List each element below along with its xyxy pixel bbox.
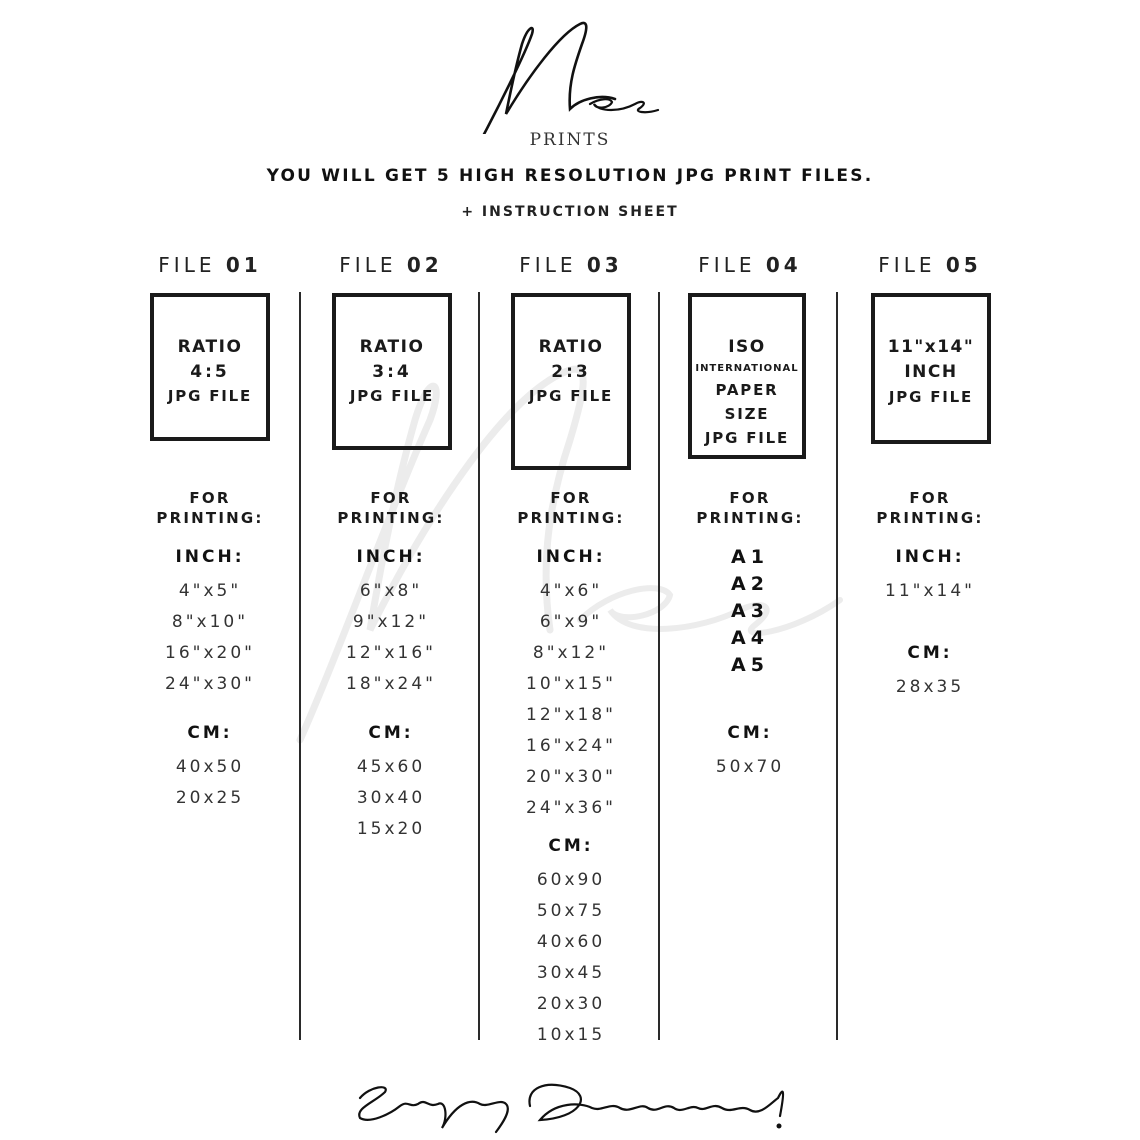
size-item: 20x25 bbox=[175, 788, 245, 808]
file-label-number: 01 bbox=[225, 253, 262, 277]
frame-line: JPG FILE bbox=[167, 387, 253, 405]
size-item: 30x45 bbox=[536, 963, 606, 983]
enjoy-decorating-script bbox=[330, 1058, 810, 1138]
for-printing-label bbox=[120, 488, 300, 528]
size-item: 60x90 bbox=[536, 870, 606, 890]
file-label bbox=[481, 250, 661, 280]
print-frame bbox=[871, 293, 991, 444]
inch-sizes bbox=[481, 545, 661, 824]
inch-sizes bbox=[120, 545, 300, 700]
file-label-prefix: FILE bbox=[158, 253, 216, 277]
size-item: A2 bbox=[731, 573, 769, 595]
headline: YOU WILL GET 5 HIGH RESOLUTION JPG PRINT FILES. bbox=[266, 166, 874, 186]
size-item: 16"x24" bbox=[526, 736, 616, 756]
cm-heading: CM: bbox=[368, 723, 414, 743]
for-printing-line: PRINTING: bbox=[876, 509, 984, 527]
file-column-04 bbox=[660, 250, 840, 777]
frame-line: INTERNATIONAL bbox=[695, 363, 799, 374]
frame-line: 4:5 bbox=[190, 362, 230, 382]
file-label-number: 04 bbox=[765, 253, 802, 277]
file-label bbox=[660, 250, 840, 280]
frame-line: RATIO bbox=[538, 337, 604, 357]
cm-heading: CM: bbox=[727, 723, 773, 743]
size-item: 24"x30" bbox=[165, 674, 255, 694]
size-item: 28x35 bbox=[895, 677, 965, 697]
subheadline: + INSTRUCTION SHEET bbox=[461, 204, 679, 220]
size-item: A3 bbox=[731, 600, 769, 622]
brand-subtitle: PRINTS bbox=[529, 130, 611, 150]
size-item: 20"x30" bbox=[526, 767, 616, 787]
for-printing-line: FOR bbox=[729, 489, 771, 507]
size-item: 24"x36" bbox=[526, 798, 616, 818]
file-column-05 bbox=[840, 250, 1020, 697]
size-item: 45x60 bbox=[356, 757, 426, 777]
file-column-01 bbox=[120, 250, 300, 808]
file-label bbox=[120, 250, 300, 280]
print-frame bbox=[150, 293, 270, 441]
size-item: 40x60 bbox=[536, 932, 606, 952]
size-item: 4"x5" bbox=[178, 581, 242, 601]
frame-line: PAPER SIZE bbox=[715, 381, 779, 423]
file-label-prefix: FILE bbox=[878, 253, 936, 277]
frame-line: JPG FILE bbox=[528, 387, 614, 405]
size-item: 12"x18" bbox=[526, 705, 616, 725]
size-item: 20x30 bbox=[536, 994, 606, 1014]
frame-line: RATIO bbox=[359, 337, 425, 357]
for-printing-line: FOR bbox=[909, 489, 951, 507]
print-frame bbox=[688, 293, 806, 459]
inch-sizes bbox=[301, 545, 481, 700]
frame-line: ISO bbox=[728, 337, 766, 357]
print-frame bbox=[511, 293, 631, 470]
for-printing-line: PRINTING: bbox=[696, 509, 804, 527]
iso-sizes bbox=[660, 544, 840, 679]
file-column-02 bbox=[301, 250, 481, 839]
size-item: 11"x14" bbox=[885, 581, 975, 601]
file-label bbox=[301, 250, 481, 280]
for-printing-line: FOR bbox=[370, 489, 412, 507]
file-label-number: 03 bbox=[586, 253, 623, 277]
cm-heading: CM: bbox=[907, 643, 953, 663]
file-label-number: 02 bbox=[406, 253, 443, 277]
file-label-prefix: FILE bbox=[339, 253, 397, 277]
for-printing-label bbox=[481, 488, 661, 528]
frame-line: 11"x14" bbox=[887, 337, 975, 357]
size-item: 9"x12" bbox=[352, 612, 430, 632]
size-item: 50x70 bbox=[715, 757, 785, 777]
size-item: 6"x8" bbox=[359, 581, 423, 601]
inch-heading: INCH: bbox=[356, 547, 426, 567]
inch-heading: INCH: bbox=[895, 547, 965, 567]
size-item: 18"x24" bbox=[346, 674, 436, 694]
size-item: 4"x6" bbox=[539, 581, 603, 601]
size-item: 16"x20" bbox=[165, 643, 255, 663]
file-label-number: 05 bbox=[945, 253, 982, 277]
frame-line: JPG FILE bbox=[704, 429, 790, 447]
size-item: A1 bbox=[731, 546, 769, 568]
for-printing-line: FOR bbox=[189, 489, 231, 507]
size-item: 8"x10" bbox=[171, 612, 249, 632]
for-printing-label bbox=[301, 488, 481, 528]
size-item: 30x40 bbox=[356, 788, 426, 808]
for-printing-line: FOR bbox=[550, 489, 592, 507]
inch-heading: INCH: bbox=[175, 547, 245, 567]
size-item: 12"x16" bbox=[346, 643, 436, 663]
size-item: A4 bbox=[731, 627, 769, 649]
size-item: 40x50 bbox=[175, 757, 245, 777]
brand-script-logo bbox=[470, 14, 670, 134]
for-printing-line: PRINTING: bbox=[337, 509, 445, 527]
size-item: 50x75 bbox=[536, 901, 606, 921]
frame-line: 3:4 bbox=[372, 362, 412, 382]
frame-line: RATIO bbox=[177, 337, 243, 357]
size-item: 10x15 bbox=[536, 1025, 606, 1045]
cm-sizes bbox=[301, 721, 481, 845]
frame-line: JPG FILE bbox=[349, 387, 435, 405]
cm-sizes bbox=[120, 721, 300, 814]
size-item: 8"x12" bbox=[532, 643, 610, 663]
size-item: 6"x9" bbox=[539, 612, 603, 632]
for-printing-label bbox=[660, 488, 840, 528]
for-printing-line: PRINTING: bbox=[156, 509, 264, 527]
for-printing-line: PRINTING: bbox=[517, 509, 625, 527]
for-printing-label bbox=[840, 488, 1020, 528]
inch-sizes bbox=[840, 545, 1020, 607]
file-label-prefix: FILE bbox=[698, 253, 756, 277]
print-frame bbox=[332, 293, 452, 450]
size-item: 15x20 bbox=[356, 819, 426, 839]
frame-line: INCH bbox=[904, 362, 958, 382]
cm-heading: CM: bbox=[187, 723, 233, 743]
frame-line: JPG FILE bbox=[888, 388, 974, 406]
cm-sizes bbox=[840, 641, 1020, 703]
file-label-prefix: FILE bbox=[519, 253, 577, 277]
frame-line: 2:3 bbox=[551, 362, 591, 382]
cm-sizes bbox=[660, 721, 840, 783]
cm-sizes bbox=[481, 834, 661, 1051]
cm-heading: CM: bbox=[548, 836, 594, 856]
inch-heading: INCH: bbox=[536, 547, 606, 567]
file-column-03 bbox=[481, 250, 661, 1045]
size-item: 10"x15" bbox=[526, 674, 616, 694]
file-label bbox=[840, 250, 1020, 280]
size-item: A5 bbox=[731, 654, 769, 676]
